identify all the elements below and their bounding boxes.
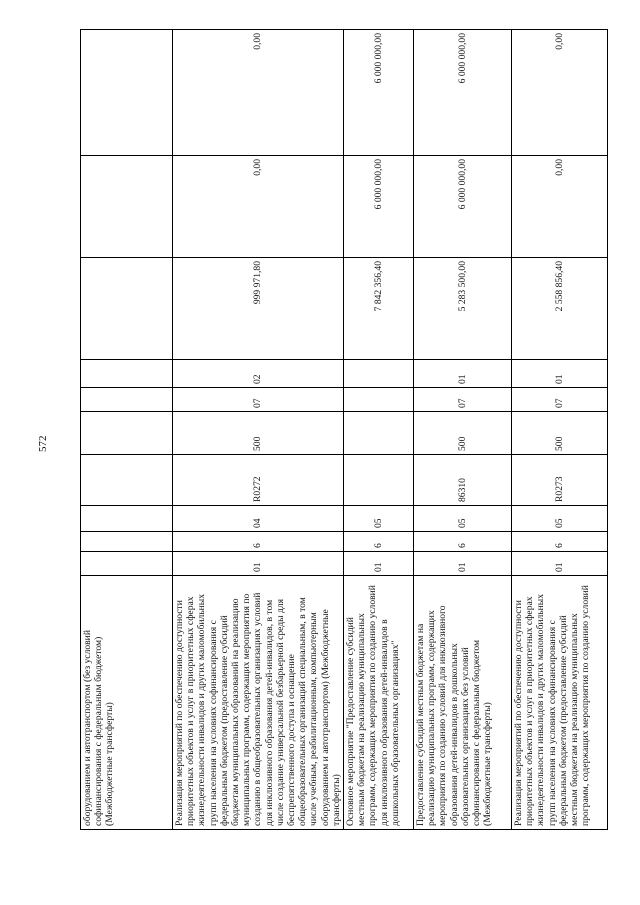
- code-6: 07: [512, 388, 608, 412]
- code-6: 07: [414, 388, 512, 412]
- code-2: 6: [344, 532, 414, 552]
- code-5: 500: [512, 412, 608, 455]
- value-1: 2 558 856,40: [512, 258, 608, 360]
- code-6: 07: [173, 388, 344, 412]
- code-5: [81, 412, 173, 455]
- code-5: 500: [414, 412, 512, 455]
- code-7: [81, 360, 173, 388]
- code-4: R0273: [512, 455, 608, 506]
- value-2: 0,00: [173, 156, 344, 258]
- value-1: 5 283 500,00: [414, 258, 512, 360]
- value-3: 0,00: [512, 30, 608, 156]
- code-2: 6: [414, 532, 512, 552]
- table-row: [173, 30, 344, 830]
- code-1: 01: [512, 552, 608, 576]
- code-5: 500: [173, 412, 344, 455]
- value-3: [81, 30, 173, 156]
- value-2: [81, 156, 173, 258]
- table-row: [81, 30, 173, 830]
- code-4: R0272: [173, 455, 344, 506]
- code-5: [344, 412, 414, 455]
- code-2: 6: [512, 532, 608, 552]
- code-7: 01: [414, 360, 512, 388]
- budget-table: [80, 29, 608, 830]
- table-row: [414, 30, 512, 830]
- value-2: 6 000 000,00: [414, 156, 512, 258]
- value-1: [81, 258, 173, 360]
- code-7: 01: [512, 360, 608, 388]
- code-6: [81, 388, 173, 412]
- code-1: 01: [344, 552, 414, 576]
- code-6: [344, 388, 414, 412]
- value-2: 6 000 000,00: [344, 156, 414, 258]
- value-3: 0,00: [173, 30, 344, 156]
- code-4: [344, 455, 414, 506]
- value-2: 0,00: [512, 156, 608, 258]
- row-name: Предоставление субсидий местным бюджетам на реализацию муниципальных программ, содержащих мероприятия по созданию условий для инклюзивного образования детей-инвалидов в дошкольных образовательных организациях без условий софинансирования с федеральным бюджетом (Межбюджетные трансферты): [414, 576, 512, 830]
- code-1: 01: [414, 552, 512, 576]
- row-name: оборудованием и автотранспортом (без условий софинансирования с федеральным бюджетом) (Межбюджетные трансферты): [81, 576, 173, 830]
- code-1: 01: [173, 552, 344, 576]
- code-4: 86310: [414, 455, 512, 506]
- code-3: 05: [344, 506, 414, 532]
- row-name: Реализация мероприятий по обеспечению доступности приоритетных объектов и услуг в приоритетных сферах жизнедеятельности инвалидов и других маломобильных групп населения на условиях софинансирования с федеральным бюджетом (предоставление субсидий местным бюджетам на реализацию муниципальных программ, содержащих мероприятия по созданию условий: [512, 576, 608, 830]
- row-name: Основное мероприятие "Предоставление субсидий местным бюджетам на реализацию муниципальных программ, содержащих мероприятия по созданию условий для инклюзивного образования детей-инвалидов в дошкольных образовательных организациях": [344, 576, 414, 830]
- code-7: [344, 360, 414, 388]
- value-1: 999 971,80: [173, 258, 344, 360]
- row-name: Реализация мероприятий по обеспечению доступности приоритетных объектов и услуг в приоритетных сферах жизнедеятельности инвалидов и других маломобильных групп населения на условиях софинансирования с федеральным бюджетом (предоставление субсидий бюджетам муниципальных образований на реализацию муниципальных программ, содержащих мероприятия по созданию в общеобразовательных организациях условий для инклюзивного образования детей-инвалидов, в том числе создание универсальной безбарьерной среды для беспрепятственного доступа и оснащение общеобразовательных организаций специальным, в том числе учебным, реабилитационным, компьютерным оборудованием и автотранспортом) (Межбюджетные трансферты): [173, 576, 344, 830]
- value-3: 6 000 000,00: [344, 30, 414, 156]
- code-3: 05: [414, 506, 512, 532]
- code-3: [81, 506, 173, 532]
- code-2: 6: [173, 532, 344, 552]
- value-3: 6 000 000,00: [414, 30, 512, 156]
- value-1: 7 842 356,40: [344, 258, 414, 360]
- code-2: [81, 532, 173, 552]
- page-number: 572: [37, 435, 49, 452]
- rotated-table-wrapper: [80, 30, 592, 830]
- code-1: [81, 552, 173, 576]
- code-3: 05: [512, 506, 608, 532]
- code-4: [81, 455, 173, 506]
- code-3: 04: [173, 506, 344, 532]
- table-row: [512, 30, 608, 830]
- table-row: [344, 30, 414, 830]
- code-7: 02: [173, 360, 344, 388]
